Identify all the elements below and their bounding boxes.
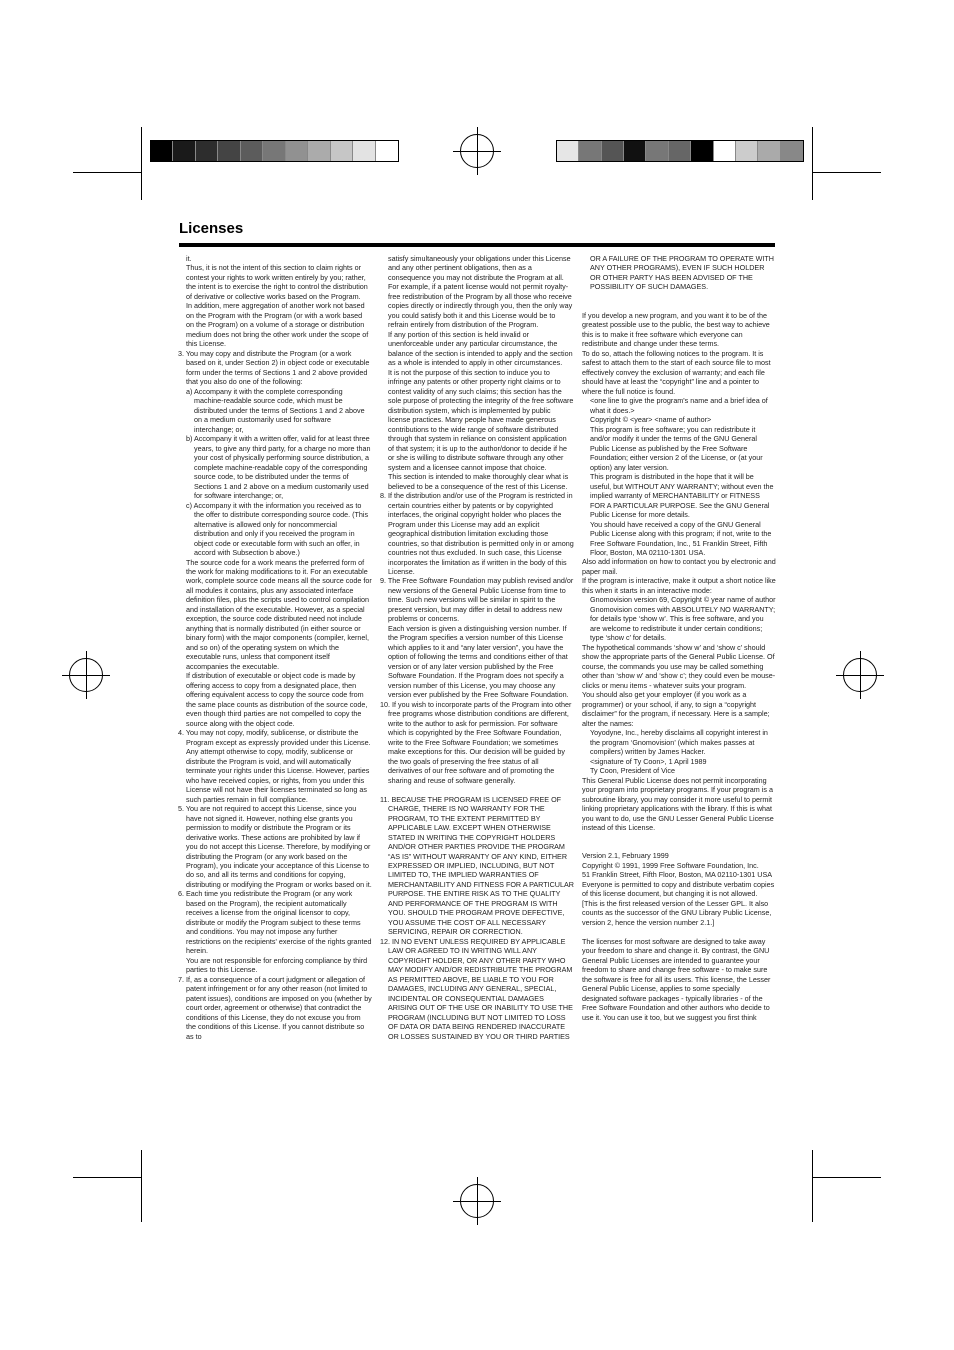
- color-swatch: [736, 141, 758, 161]
- paragraph: Gnomovision comes with ABSOLUTELY NO WARRANTY; for details type ‘show w’. This is free software, and you are welcome to redistribute it under certain conditions; type ‘show c’ for details.: [590, 604, 776, 643]
- paragraph: a) Accompany it with the complete corresponding machine-readable source code, which must be distributed under the terms of Sections 1 and 2 above on a medium customarily used for software interchange; or,: [186, 386, 365, 434]
- crop-mark-top-left-h: [73, 172, 142, 173]
- color-swatch: [602, 141, 624, 161]
- paragraph: The licenses for most software are designed to take away your freedom to share and change it. By contrast, the GNU General Public Licenses are intended to guarantee your freedom to share and change free software - to make sure the software is free for all its users. This license, the Lesser General Public License, applies to some specially designated software packages - typically libraries - of the Free Software Foundation and other authors who decide to use it. You can use it too, but we suggest you first think: [582, 936, 771, 1022]
- color-swatch: [669, 141, 691, 161]
- paragraph: [This is the first released version of the Lesser GPL. It also counts as the successor of the GNU Library Public License, version 2, hence the version number 2.1.]: [582, 898, 772, 927]
- crop-mark-bottom-right-h: [812, 1177, 881, 1178]
- paragraph: 9. The Free Software Foundation may publish revised and/or new versions of the General Public License from time to time. Such new versions will be similar in spirit to the present version, but may differ in detail to address new problems or concerns.: [380, 576, 574, 624]
- paragraph: Copyright © 1991, 1999 Free Software Foundation, Inc.: [582, 860, 759, 870]
- text-column-2: [380, 254, 574, 1041]
- color-swatch: [151, 141, 173, 161]
- paragraph: It is not the purpose of this section to induce you to infringe any patents or other property right claims or to contest validity of any such claims; this section has the sole purpose of protecting the integrity of the free software distribution system, which is implemented by public license practices. Many people have made generous contributions to the wide range of software distributed through that system in reliance on consistent application of that system; it is up to the author/donor to decide if he or she is willing to distribute software through any other system and a licensee cannot impose that choice.: [388, 367, 574, 472]
- paragraph: You are not responsible for enforcing compliance by third parties to this License.: [186, 955, 368, 975]
- paragraph: it.: [186, 254, 192, 263]
- paragraph: You should have received a copy of the GNU General Public License along with this program; if not, write to the Free Software Foundation, Inc., 51 Franklin Street, Fifth Floor, Boston, MA 02110-1301 USA.: [590, 519, 772, 557]
- color-bar-right: [556, 140, 804, 162]
- paragraph: 7. If, as a consequence of a court judgment or allegation of patent infringement or for any other reason (not limited to patent issues), conditions are imposed on you (whether by court order, agreement or otherwise) that contradict the conditions of this License, they do not excuse you from the conditions of this License. If you cannot distribute so as to: [178, 974, 372, 1041]
- color-swatch: [646, 141, 668, 161]
- color-swatch: [624, 141, 646, 161]
- registration-mark-left: [62, 651, 110, 699]
- paragraph: Yoyodyne, Inc., hereby disclaims all copyright interest in the program ‘Gnomovision’ (which makes passes at compilers) written by James Hacker.: [590, 728, 768, 757]
- paragraph: 12. IN NO EVENT UNLESS REQUIRED BY APPLICABLE LAW OR AGREED TO IN WRITING WILL ANY COPYRIGHT HOLDER, OR ANY OTHER PARTY WHO MAY MODIFY AND/OR REDISTRIBUTE THE PROGRAM AS PERMITTED ABOVE, BE LIABLE TO YOU FOR DAMAGES, INCLUDING ANY GENERAL, SPECIAL, INCIDENTAL OR CONSEQUENTIAL DAMAGES ARISING OUT OF THE USE OR INABILITY TO USE THE PROGRAM (INCLUDING BUT NOT LIMITED TO LOSS OF DATA OR DATA BEING RENDERED INACCURATE OR LOSSES SUSTAINED BY YOU OR THIRD PARTIES: [380, 936, 573, 1041]
- crop-mark-top-left-v: [141, 127, 142, 200]
- paragraph: If any portion of this section is held invalid or unenforceable under any particular circumstance, the balance of the section is intended to apply and the section as a whole is intended to apply in other circumstances.: [388, 329, 573, 368]
- crop-mark-bottom-left-h: [73, 1177, 142, 1178]
- paragraph: b) Accompany it with a written offer, valid for at least three years, to give any third party, for a charge no more than your cost of physically performing source distribution, a complete machine-readable copy of the corresponding source code, to be distributed under the terms of Sections 1 and 2 above on a medium customarily used for software interchange; or,: [186, 434, 371, 501]
- paragraph: satisfy simultaneously your obligations under this License and any other pertinent obligations, then as a consequence you may not distribute the Program at all. For example, if a patent license would not permit royalty-free redistribution of the Program by all those who receive copies directly or indirectly through you, then the only way you could satisfy both it and this License would be to refrain entirely from distribution of the Program.: [388, 254, 573, 330]
- page-title: Licenses: [179, 220, 244, 237]
- text-column-1: [178, 254, 372, 1041]
- paragraph: The hypothetical commands ‘show w’ and ‘show c’ should show the appropriate parts of the General Public License. Of course, the commands you use may be called something other than ‘show w’ and ‘show c’; they could even be mouse-clicks or menu items - whatever suits your program.: [582, 642, 776, 690]
- paragraph: If distribution of executable or object code is made by offering access to copy from a designated place, then offering equivalent access to copy the source code from the same place counts as distribution of the source code, even though third parties are not compelled to copy the source along with the object code.: [186, 671, 368, 728]
- paragraph: Ty Coon, President of Vice: [590, 766, 675, 776]
- color-bar-left: [150, 140, 399, 162]
- paragraph: To do so, attach the following notices to the program. It is safest to attach them to the start of each source file to most effectively convey the exclusion of warranty; and each file should have at least the “copyright” line and a pointer to where the full notice is found.: [582, 348, 771, 396]
- paragraph: 6. Each time you redistribute the Program (or any work based on the Program), the recipient automatically receives a license from the original licensor to copy, distribute or modify the Program subject to these terms and conditions. You may not impose any further restrictions on the recipients' exercise of the rights granted herein.: [178, 889, 372, 956]
- paragraph: If the program is interactive, make it output a short notice like this when it starts in an interactive mode:: [582, 576, 776, 595]
- color-swatch: [331, 141, 353, 161]
- paragraph: Version 2.1, February 1999: [582, 851, 669, 861]
- paragraph: 51 Franklin Street, Fifth Floor, Boston, MA 02110-1301 USA: [582, 870, 773, 880]
- paragraph: This General Public License does not permit incorporating your program into proprietary programs. If your program is a subroutine library, you may consider it more useful to permit linking proprietary applications with the library. If this is what you want to do, use the GNU Lesser General Public License instead of this License.: [582, 775, 774, 833]
- paragraph: 5. You are not required to accept this License, since you have not signed it. However, nothing else grants you permission to modify or distribute the Program or its derivative works. These actions are prohibited by law if you do not accept this License. Therefore, by modifying or distributing the Program (or any work based on the Program), you indicate your acceptance of this License to do so, and all its terms and conditions for copying, distributing or modifying the Program or works based on it.: [178, 804, 372, 889]
- paragraph: This program is free software; you can redistribute it and/or modify it under the terms of the GNU General Public License as published by the Free Software Foundation; either version 2 of the License, or (at your option) any later version.: [590, 424, 763, 472]
- paragraph: 3. You may copy and distribute the Program (or a work based on it, under Section 2) in object code or executable form under the terms of Sections 1 and 2 above provided that you also do one of the following:: [178, 348, 370, 387]
- color-swatch: [691, 141, 713, 161]
- color-swatch: [579, 141, 601, 161]
- paragraph: <one line to give the program's name and a brief idea of what it does.>: [590, 396, 768, 415]
- color-swatch: [557, 141, 579, 161]
- crop-mark-top-right-v: [812, 127, 813, 200]
- color-swatch: [781, 141, 803, 161]
- paragraph: OR A FAILURE OF THE PROGRAM TO OPERATE WITH ANY OTHER PROGRAMS), EVEN IF SUCH HOLDER OR OTHER PARTY HAS BEEN ADVISED OF THE POSSIBILITY OF SUCH DAMAGES.: [590, 254, 774, 292]
- color-swatch: [241, 141, 263, 161]
- color-swatch: [758, 141, 780, 161]
- color-swatch: [263, 141, 285, 161]
- paragraph: This program is distributed in the hope that it will be useful, but WITHOUT ANY WARRANTY; without even the implied warranty of MERCHANTABILITY or FITNESS FOR A PARTICULAR PURPOSE. See the GNU General Public License for more details.: [590, 472, 774, 520]
- color-swatch: [286, 141, 308, 161]
- paragraph: Everyone is permitted to copy and distribute verbatim copies of this license document, but changing it is not allowed.: [582, 879, 775, 899]
- registration-mark-bottom: [453, 1177, 501, 1225]
- paragraph: This section is intended to make thoroughly clear what is believed to be a consequence of the rest of this License.: [388, 472, 569, 491]
- paragraph: In addition, mere aggregation of another work not based on the Program with the Program (or with a work based on the Program) on a volume of a storage or distribution medium does not bring the other work under the scope of this License.: [186, 301, 369, 349]
- paragraph: Each version is given a distinguishing version number. If the Program specifies a version number of this License which applies to it and “any later version”, you have the option of following the terms and conditions either of that version or of any later version published by the Free Software Foundation. If the Program does not specify a version number of this License, you may choose any version ever published by the Free Software Foundation.: [388, 623, 569, 700]
- paragraph: If you develop a new program, and you want it to be of the greatest possible use to the public, the best way to achieve this is to make it free software which everyone can redistribute and change under these terms.: [582, 310, 770, 349]
- paragraph: 4. You may not copy, modify, sublicense, or distribute the Program except as expressly provided under this License. Any attempt otherwise to copy, modify, sublicense or distribute the Program is void, and will automatically terminate your rights under this License. However, parties who have received copies, or rights, from you under this License will not have their licenses terminated so long as such parties remain in full compliance.: [178, 728, 371, 804]
- paragraph: <signature of Ty Coon>, 1 April 1989: [590, 756, 707, 766]
- paragraph: Also add information on how to contact you by electronic and paper mail.: [582, 557, 776, 576]
- paragraph: 8. If the distribution and/or use of the Program is restricted in certain countries either by patents or by copyrighted interfaces, the original copyright holder who places the Program under this License may add an explicit geographical distribution limitation excluding those countries, so that distribution is permitted only in or among countries not thus excluded. In such case, this License incorporates the limitation as if written in the body of this License.: [380, 491, 574, 576]
- paragraph: Thus, it is not the intent of this section to claim rights or contest your rights to work written entirely by you; rather, the intent is to exercise the right to control the distribution of derivative or collective works based on the Program.: [186, 263, 368, 301]
- paragraph: Copyright © <year> <name of author>: [590, 415, 712, 425]
- color-swatch: [714, 141, 736, 161]
- registration-mark-top: [453, 127, 501, 175]
- color-swatch: [308, 141, 330, 161]
- paragraph: Gnomovision version 69, Copyright © year name of author: [590, 595, 776, 605]
- paragraph: c) Accompany it with the information you received as to the offer to distribute corresponding source code. (This alternative is allowed only for noncommercial distribution and only if you received the program in object code or executable form with such an offer, in accord with Subsection b above.): [186, 500, 369, 558]
- text-column-3: [582, 254, 776, 1022]
- paragraph: 10. If you wish to incorporate parts of the Program into other free programs whose distribution conditions are different, write to the author to ask for permission. For software which is copyrighted by the Free Software Foundation, write to the Free Software Foundation; we sometimes make exceptions for this. Our decision will be guided by the two goals of preserving the free status of all derivatives of our free software and of promoting the sharing and reuse of software generally.: [380, 699, 572, 785]
- color-swatch: [376, 141, 398, 161]
- registration-mark-right: [836, 651, 884, 699]
- color-swatch: [196, 141, 218, 161]
- crop-mark-bottom-right-v: [812, 1150, 813, 1222]
- color-swatch: [353, 141, 375, 161]
- color-swatch: [218, 141, 240, 161]
- paragraph: 11. BECAUSE THE PROGRAM IS LICENSED FREE OF CHARGE, THERE IS NO WARRANTY FOR THE PROGRAM, TO THE EXTENT PERMITTED BY APPLICABLE LAW. EXCEPT WHEN OTHERWISE STATED IN WRITING THE COPYRIGHT HOLDERS AND/OR OTHER PARTIES PROVIDE THE PROGRAM “AS IS” WITHOUT WARRANTY OF ANY KIND, EITHER EXPRESSED OR IMPLIED, INCLUDING, BUT NOT LIMITED TO, THE IMPLIED WARRANTIES OF MERCHANTABILITY AND FITNESS FOR A PARTICULAR PURPOSE. THE ENTIRE RISK AS TO THE QUALITY AND PERFORMANCE OF THE PROGRAM IS WITH YOU. SHOULD THE PROGRAM PROVE DEFECTIVE, YOU ASSUME THE COST OF ALL NECESSARY SERVICING, REPAIR OR CORRECTION.: [380, 794, 574, 937]
- crop-mark-bottom-left-v: [141, 1150, 142, 1222]
- crop-mark-top-right-h: [812, 172, 881, 173]
- paragraph: You should also get your employer (if you work as a programmer) or your school, if any, to sign a “copyright disclaimer” for the program, if necessary. Here is a sample; alter the names:: [582, 690, 770, 728]
- title-rule: [179, 243, 775, 247]
- color-swatch: [173, 141, 195, 161]
- paragraph: The source code for a work means the preferred form of the work for making modifications to it. For an executable work, complete source code means all the source code for all modules it contains, plus any associated interface definition files, plus the scripts used to control compilation and installation of the executable. However, as a special exception, the source code distributed need not include anything that is normally distributed (in either source or binary form) with the major components (compiler, kernel, and so on) of the operating system on which the executable runs, unless that component itself accompanies the executable.: [186, 557, 372, 671]
